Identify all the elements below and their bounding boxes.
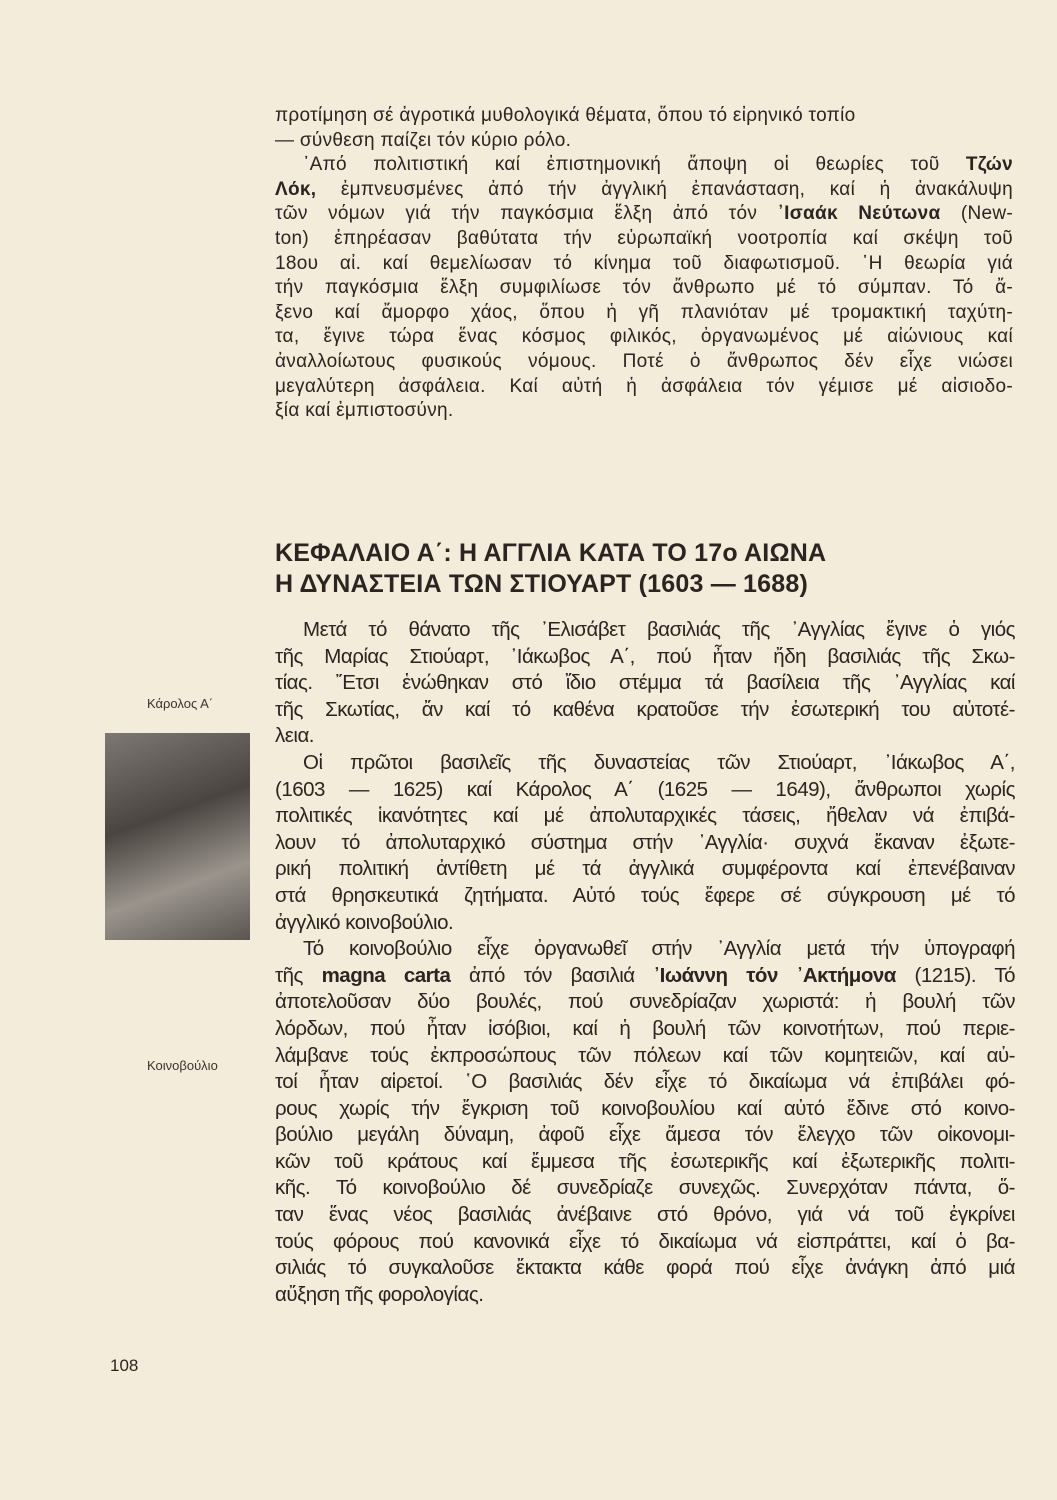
text-segment: ἀγγλικό κοινοβούλιο.	[275, 910, 454, 934]
text-segment: ton) ἐπηρέασαν βαθύτατα τήν εὐρωπαϊκή νοοτροπία καί σκέψη τοῦ	[275, 227, 1013, 249]
text-line	[275, 252, 1013, 277]
text-segment: στά θρησκευτικά ζητήματα. Αὐτό τούς ἔφερε σέ σύγκρουση μέ τό	[275, 883, 1015, 907]
text-line	[275, 104, 1013, 129]
text-segment: λεια.	[275, 724, 314, 748]
text-line	[275, 1069, 1015, 1096]
text-line	[275, 644, 1015, 671]
text-segment: Μετά τό θάνατο τῆς ᾿Ελισάβετ βασιλιάς τῆς ᾿Αγγλίας ἔγινε ὁ γιός	[303, 618, 1015, 641]
text-segment: τοί ἦταν αἱρετοί. ῾Ο βασιλιάς δέν εἶχε τό δικαίωμα νά ἐπιβάλει φό-	[275, 1070, 1015, 1094]
chapter-body-text	[275, 617, 1015, 1308]
chapter-subtitle: Η ΔΥΝΑΣΤΕΙΑ ΤΩΝ ΣΤΙΟΥΑΡΤ (1603 — 1688)	[275, 570, 809, 598]
text-segment: ξία καί ἐμπιστοσύνη.	[275, 400, 454, 422]
text-line	[275, 276, 1013, 301]
text-line	[275, 178, 1013, 203]
text-line	[275, 399, 1013, 424]
bold-term: magna carta	[321, 963, 451, 987]
text-line	[275, 202, 1013, 227]
text-segment: τῆς Μαρίας Στιούαρτ, ᾿Ιάκωβος Α΄, πού ἦταν ἤδη βασιλιάς τῆς Σκω-	[275, 644, 1015, 668]
text-line	[275, 1175, 1015, 1202]
text-segment: πολιτικές ἱκανότητες καί μέ ἀπολυταρχικές τάσεις, ἤθελαν νά ἐπιβά-	[275, 804, 1015, 828]
text-line	[275, 1043, 1015, 1070]
text-segment: τῆς	[275, 963, 322, 987]
text-segment: κῆς. Τό κοινοβούλιο δέ συνεδρίαζε συνεχῶς. Συνερχόταν πάντα, ὅ-	[275, 1176, 1015, 1200]
text-segment: κῶν τοῦ κράτους καί ἔμμεσα τῆς ἐσωτερικῆς καί ἐξωτερικῆς πολιτι-	[275, 1149, 1015, 1173]
text-line	[275, 375, 1013, 400]
text-line	[275, 1122, 1015, 1149]
text-line	[275, 1255, 1015, 1282]
text-line	[275, 1229, 1015, 1256]
text-line	[275, 963, 1015, 990]
text-segment: ταν ἕνας νέος βασιλιάς ἀνέβαινε στό θρόνο, γιά νά τοῦ ἐγκρίνει	[275, 1203, 1015, 1227]
text-segment: ἀπό τόν βασιλιά	[450, 963, 654, 987]
text-line	[275, 1096, 1015, 1123]
text-line	[275, 1149, 1015, 1176]
text-segment: σιλιάς τό συγκαλοῦσε ἔκτακτα κάθε φορά πού εἶχε ἀνάγκη ἀπό μιά	[275, 1256, 1015, 1280]
text-segment: 18ου αἰ. καί θεμελίωσαν τό κίνημα τοῦ διαφωτισμοῦ. ῾Η θεωρία γιά	[275, 252, 1013, 274]
text-line	[275, 856, 1015, 883]
text-segment: τούς φόρους πού κανονικά εἶχε τό δικαίωμα νά εἰσπράττει, καί ὁ βα-	[275, 1229, 1015, 1253]
text-line	[275, 910, 1015, 937]
text-line	[275, 670, 1015, 697]
text-line	[275, 301, 1013, 326]
text-line	[275, 129, 1013, 154]
text-line	[275, 1016, 1015, 1043]
text-segment: μεγαλύτερη ἀσφάλεια. Καί αὐτή ἡ ἀσφάλεια τόν γέμισε μέ αἰσιοδο-	[275, 375, 1013, 397]
portrait-image-charles-i	[105, 733, 250, 940]
text-segment: τῆς Σκωτίας, ἄν καί τό καθένα κρατοῦσε τήν ἐσωτερική του αὐτοτέ-	[275, 697, 1015, 721]
text-segment: (1215). Τό	[895, 963, 1016, 987]
page-number: 108	[110, 1356, 139, 1375]
intro-text	[275, 104, 1013, 424]
text-line	[275, 723, 1015, 750]
text-segment: ἐμπνευσμένες ἀπό τήν ἀγγλική ἐπανάσταση, καί ἡ ἀνακάλυψη	[316, 178, 1013, 200]
text-segment: λάμβανε τούς ἐκπροσώπους τῶν πόλεων καί τῶν κομητειῶν, καί αὐ-	[275, 1043, 1015, 1067]
text-segment: τα, ἔγινε τώρα ἕνας κόσμος φιλικός, ὀργανωμένος μέ αἰώνιους καί	[275, 326, 1013, 348]
margin-note-parliament: Κοινοβούλιο	[147, 1058, 218, 1073]
bold-term: ᾿Ιωάννη τόν ᾿Ακτήμονα	[653, 963, 896, 987]
text-line	[275, 697, 1015, 724]
text-line	[275, 227, 1013, 252]
text-segment: λόρδων, πού ἦταν ἰσόβιοι, καί ἡ βουλή τῶν κοινοτήτων, πού περιε-	[275, 1016, 1015, 1040]
chapter-title: ΚΕΦΑΛΑΙΟ Α΄: Η ΑΓΓΛΙΑ ΚΑΤΑ ΤΟ 17ο ΑΙΩΝΑ	[275, 539, 827, 567]
text-segment: (1603 — 1625) καί Κάρολος Α΄ (1625 — 1649), ἄνθρωποι χωρίς	[275, 777, 1015, 801]
text-segment: ἀναλλοίωτους φυσικούς νόμους. Ποτέ ὁ ἄνθρωπος δέν εἶχε νιώσει	[275, 350, 1013, 372]
text-segment: ξενο καί ἄμορφο χάος, ὅπου ἡ γῆ πλανιόταν μέ τρομακτική ταχύτη-	[275, 301, 1013, 323]
text-segment: προτίμηση σέ ἀγροτικά μυθολογικά θέματα, ὅπου τό εἰρηνικό τοπίο	[275, 105, 856, 126]
text-segment: Τό κοινοβούλιο εἶχε ὀργανωθεῖ στήν ᾿Αγγλία μετά τήν ὑπογραφή	[303, 937, 1015, 961]
bold-term: ᾿Ισαάκ Νεύτωνα	[777, 203, 941, 225]
text-line	[275, 989, 1015, 1016]
text-segment: τίας. ῎Ετσι ἑνώθηκαν στό ἴδιο στέμμα τά βασίλεια τῆς ᾿Αγγλίας καί	[275, 671, 1015, 695]
portrait-caption: Κάρολος Α΄	[147, 696, 214, 711]
text-segment: αὔξηση τῆς φορολογίας.	[275, 1282, 484, 1306]
text-line	[275, 325, 1013, 350]
chapter-heading	[275, 538, 991, 600]
text-line	[275, 750, 1015, 777]
text-line	[275, 350, 1013, 375]
text-line	[275, 153, 1013, 178]
text-segment: ρους χωρίς τήν ἔγκριση τοῦ κοινοβουλίου καί αὐτό ἔδινε στό κοινο-	[275, 1096, 1015, 1120]
text-line	[275, 1202, 1015, 1229]
text-segment: βούλιο μεγάλη δύναμη, ἀφοῦ εἶχε ἄμεσα τόν ἔλεγχο τῶν οἰκονομι-	[275, 1123, 1015, 1147]
text-segment: τῶν νόμων γιά τήν παγκόσμια ἕλξη ἀπό τόν	[275, 203, 778, 225]
text-line	[275, 803, 1015, 830]
text-line	[275, 936, 1015, 963]
text-line	[275, 830, 1015, 857]
bold-term: Λόκ,	[275, 178, 317, 200]
text-line	[275, 1282, 1015, 1309]
text-segment: ἀποτελοῦσαν δύο βουλές, πού συνεδρίαζαν χωριστά: ἡ βουλή τῶν	[275, 990, 1015, 1014]
text-line	[275, 617, 1015, 644]
text-segment: λουν τό ἀπολυταρχικό σύστημα στήν ᾿Αγγλία· συχνά ἔκαναν ἐξωτε-	[275, 830, 1015, 854]
text-segment: Οἱ πρῶτοι βασιλεῖς τῆς δυναστείας τῶν Στιούαρτ, ᾿Ιάκωβος Α΄,	[303, 750, 1015, 774]
text-segment: ρική πολιτική ἀντίθετη μέ τά ἀγγλικά συμφέροντα καί ἐπενέβαιναν	[275, 857, 1015, 881]
text-segment: — σύνθεση παίζει τόν κύριο ρόλο.	[275, 129, 572, 151]
text-segment: ᾿Από πολιτιστική καί ἐπιστημονική ἄποψη οἱ θεωρίες τοῦ	[303, 154, 966, 176]
text-line	[275, 777, 1015, 804]
text-segment: (New-	[940, 203, 1013, 225]
bold-term: Τζών	[965, 154, 1013, 176]
text-segment: τήν παγκόσμια ἕλξη συμφιλίωσε τόν ἄνθρωπο μέ τό σύμπαν. Τό ἄ-	[275, 277, 1013, 299]
text-line	[275, 883, 1015, 910]
